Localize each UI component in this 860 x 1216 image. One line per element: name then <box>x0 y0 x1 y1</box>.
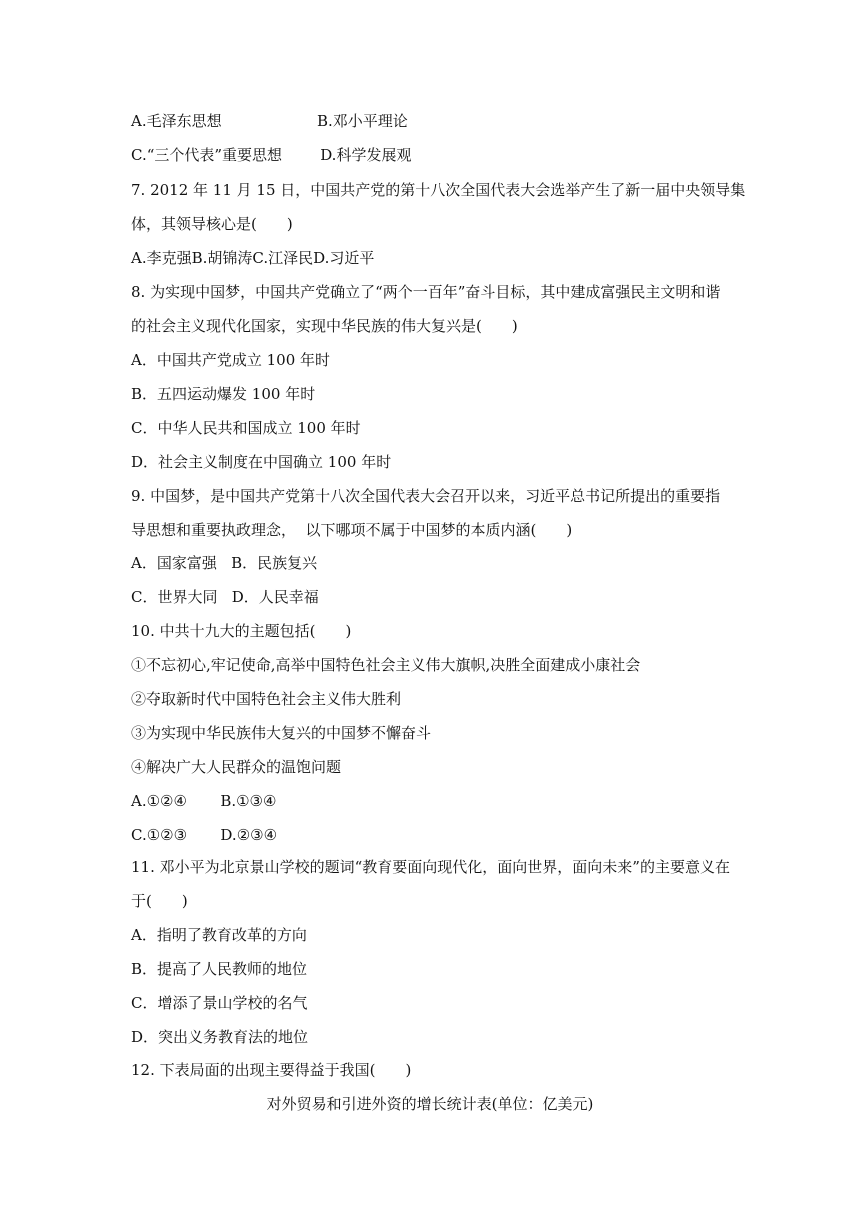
q6-options-row-1: A.毛泽东思想 B.邓小平理论 <box>131 112 408 130</box>
q7-options: A.李克强B.胡锦涛C.江泽民D.习近平 <box>131 249 375 267</box>
q10-item-3: ③为实现中华民族伟大复兴的中国梦不懈奋斗 <box>131 724 432 742</box>
q8-option-a: A．中国共产党成立 100 年时 <box>131 351 331 369</box>
q9-stem-line-1: 9. 中国梦，是中国共产党第十八次全国代表大会召开以来，习近平总书记所提出的重要指 <box>131 487 721 505</box>
q10-item-4: ④解决广大人民群众的温饱问题 <box>131 758 342 776</box>
q6-options-row-2: C.“三个代表”重要思想 D.科学发展观 <box>131 146 412 164</box>
table-caption: 对外贸易和引进外资的增长统计表(单位：亿美元) <box>266 1095 594 1113</box>
q7-stem-line-2: 体，其领导核心是( ) <box>131 215 293 233</box>
q10-stem: 10. 中共十九大的主题包括( ) <box>131 622 352 640</box>
q9-options-row-1: A．国家富强 B．民族复兴 <box>131 554 318 572</box>
q8-option-d: D．社会主义制度在中国确立 100 年时 <box>131 453 392 471</box>
q11-stem-line-2: 于( ) <box>131 892 188 910</box>
q7-stem-line-1: 7. 2012 年 11 月 15 日，中国共产党的第十八次全国代表大会选举产生了新一届中央领导集 <box>131 181 746 199</box>
q11-option-c: C．增添了景山学校的名气 <box>131 994 308 1012</box>
q8-stem-line-1: 8. 为实现中国梦，中国共产党确立了“两个一百年”奋斗目标，其中建成富强民主文明和谐 <box>131 283 721 301</box>
q10-options-row-1: A.①②④ B.①③④ <box>131 792 277 810</box>
q9-options-row-2: C．世界大同 D．人民幸福 <box>131 588 319 606</box>
q10-item-2: ②夺取新时代中国特色社会主义伟大胜利 <box>131 690 402 708</box>
q11-stem-line-1: 11. 邓小平为北京景山学校的题词“教育要面向现代化，面向世界，面向未来”的主要意义在 <box>131 858 730 876</box>
q10-options-row-2: C.①②③ D.②③④ <box>131 826 278 844</box>
q11-option-b: B．提高了人民教师的地位 <box>131 960 308 978</box>
q8-option-c: C．中华人民共和国成立 100 年时 <box>131 419 361 437</box>
q8-option-b: B．五四运动爆发 100 年时 <box>131 385 316 403</box>
q10-item-1: ①不忘初心,牢记使命,高举中国特色社会主义伟大旗帜,决胜全面建成小康社会 <box>131 656 641 674</box>
q12-stem: 12. 下表局面的出现主要得益于我国( ) <box>131 1061 412 1079</box>
q11-option-d: D．突出义务教育法的地位 <box>131 1028 309 1046</box>
q11-option-a: A．指明了教育改革的方向 <box>131 926 307 944</box>
q9-stem-line-2: 导思想和重要执政理念， 以下哪项不属于中国梦的本质内涵( ) <box>131 521 573 539</box>
q8-stem-line-2: 的社会主义现代化国家，实现中华民族的伟大复兴是( ) <box>131 317 518 335</box>
